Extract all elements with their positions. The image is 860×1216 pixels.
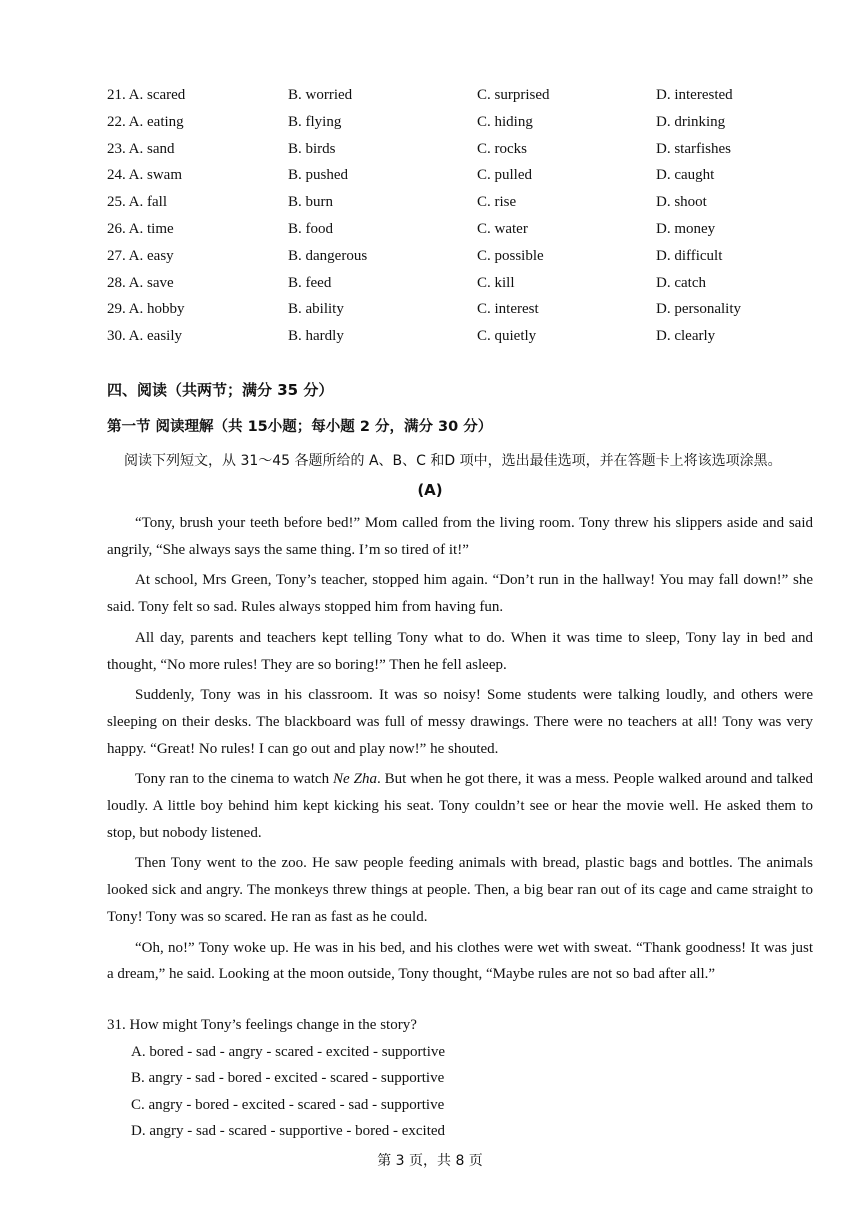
option-a: 30. A. easily [107, 328, 182, 345]
option-a: 28. A. save [107, 274, 174, 291]
option-b: B. hardly [288, 328, 344, 345]
paragraph [107, 766, 813, 846]
option-b: B. birds [288, 140, 336, 157]
option-b: B. worried [288, 87, 353, 103]
movie-title: Ne Zha [333, 771, 377, 788]
option-a: 21. A. scared [107, 87, 186, 103]
option-c: C. interest [477, 301, 539, 318]
option-d: D. interested [656, 87, 733, 103]
paragraph: At school, Mrs Green, Tony’s teacher, stopped him again. “Don’t run in the hallway! You may fall down!” she said. Tony felt so sad. Rules always stopped him from having fun. [107, 572, 813, 616]
paragraph: Suddenly, Tony was in his classroom. It was so noisy! Some students were talking loudly, and others were sleeping on their desks. The blackboard was full of messy drawings. There were no teachers at all! Tony was very happy. “Great! No rules! I can go out and play now!” he shouted. [107, 687, 813, 757]
paragraph: “Tony, brush your teeth before bed!” Mom called from the living room. Tony threw his slippers aside and said angrily, “She always says the same thing. I’m so tired of it!” [107, 515, 813, 558]
option-c: C. possible [477, 247, 544, 264]
option-b: B. burn [288, 194, 333, 211]
option-row [107, 164, 827, 191]
section-title: 四、阅读（共两节；满分 35 分） [107, 381, 334, 399]
reading-passage [107, 510, 813, 992]
option-b: B. flying [288, 113, 342, 130]
option-a: 29. A. hobby [107, 301, 185, 318]
choice-a: A. bored - sad - angry - scared - excited - supportive [131, 1043, 446, 1060]
option-row [107, 245, 827, 272]
option-b: B. food [288, 220, 333, 237]
paragraph: Then Tony went to the zoo. He saw people feeding animals with bread, plastic bags and bottles. The animals looked sick and angry. The monkeys threw things at people. Then, a big bear ran out of its cage and came straight to Tony! Tony was so scared. He ran as fast as he could. [107, 855, 813, 925]
option-c: C. hiding [477, 113, 533, 130]
choice-b: B. angry - sad - bored - excited - scared - supportive [131, 1070, 445, 1087]
section-instruction: 阅读下列短文，从 31～45 各题所给的 A、B、C 和D 项中，选出最佳选项，并在答题卡上将该选项涂黑。 [124, 453, 782, 469]
option-row [107, 218, 827, 245]
paragraph: All day, parents and teachers kept telling Tony what to do. When it was time to sleep, Tony lay in bed and thought, “No more rules! They are so boring!” Then he fell asleep. [107, 629, 813, 673]
page-footer: 第 3 页，共 8 页 [377, 1153, 483, 1169]
paragraph: “Oh, no!” Tony woke up. He was in his bed, and his clothes were wet with sweat. “Thank goodness! It was just a dream,” he said. Looking at the moon outside, Tony thought, “Maybe rules are not so bad after all.” [107, 939, 813, 983]
option-c: C. surprised [477, 87, 550, 103]
paragraph-text: Tony ran to the cinema to watch [135, 771, 334, 788]
option-a: 22. A. eating [107, 113, 184, 130]
option-c: C. water [477, 220, 528, 237]
option-d: D. difficult [656, 247, 723, 264]
option-d: D. starfishes [656, 140, 731, 157]
option-c: C. kill [477, 274, 515, 291]
option-row [107, 111, 827, 138]
option-d: D. drinking [656, 113, 726, 130]
option-b: B. pushed [288, 167, 348, 184]
option-d: D. caught [656, 167, 715, 184]
option-a: 24. A. swam [107, 167, 182, 184]
section-subtitle: 第一节 阅读理解（共 15小题；每小题 2 分，满分 30 分） [107, 419, 493, 435]
option-b: B. dangerous [288, 247, 368, 264]
option-row [107, 138, 827, 165]
option-row [107, 325, 827, 352]
option-row [107, 272, 827, 299]
option-d: D. clearly [656, 328, 716, 345]
option-d: D. shoot [656, 194, 707, 211]
option-a: 25. A. fall [107, 194, 167, 211]
option-a: 23. A. sand [107, 140, 175, 157]
option-b: B. feed [288, 274, 332, 291]
passage-label: (A) [417, 481, 443, 499]
option-a: 26. A. time [107, 220, 174, 237]
option-d: D. catch [656, 274, 706, 291]
option-c: C. rise [477, 194, 517, 211]
option-b: B. ability [288, 301, 344, 318]
option-c: C. pulled [477, 167, 532, 184]
option-row [107, 84, 827, 111]
question-stem: 31. How might Tony’s feelings change in the story? [107, 1017, 417, 1033]
option-d: D. money [656, 220, 716, 237]
option-c: C. quietly [477, 328, 537, 345]
options-grid [107, 84, 827, 352]
option-c: C. rocks [477, 140, 527, 157]
option-row [107, 298, 827, 325]
option-row [107, 191, 827, 218]
choice-c: C. angry - bored - excited - scared - sad - supportive [131, 1096, 445, 1113]
paragraph-text: . But when he got there, it was a mess. People walked around and talked loudly. A little boy behind him kept kicking his seat. Tony couldn’t see or hear the movie well. He asked them to stop, but nobody listened. [107, 771, 813, 841]
option-a: 27. A. easy [107, 247, 174, 264]
option-d: D. personality [656, 301, 741, 318]
choice-d: D. angry - sad - scared - supportive - bored - excited [131, 1123, 446, 1140]
question-31 [107, 1012, 807, 1145]
